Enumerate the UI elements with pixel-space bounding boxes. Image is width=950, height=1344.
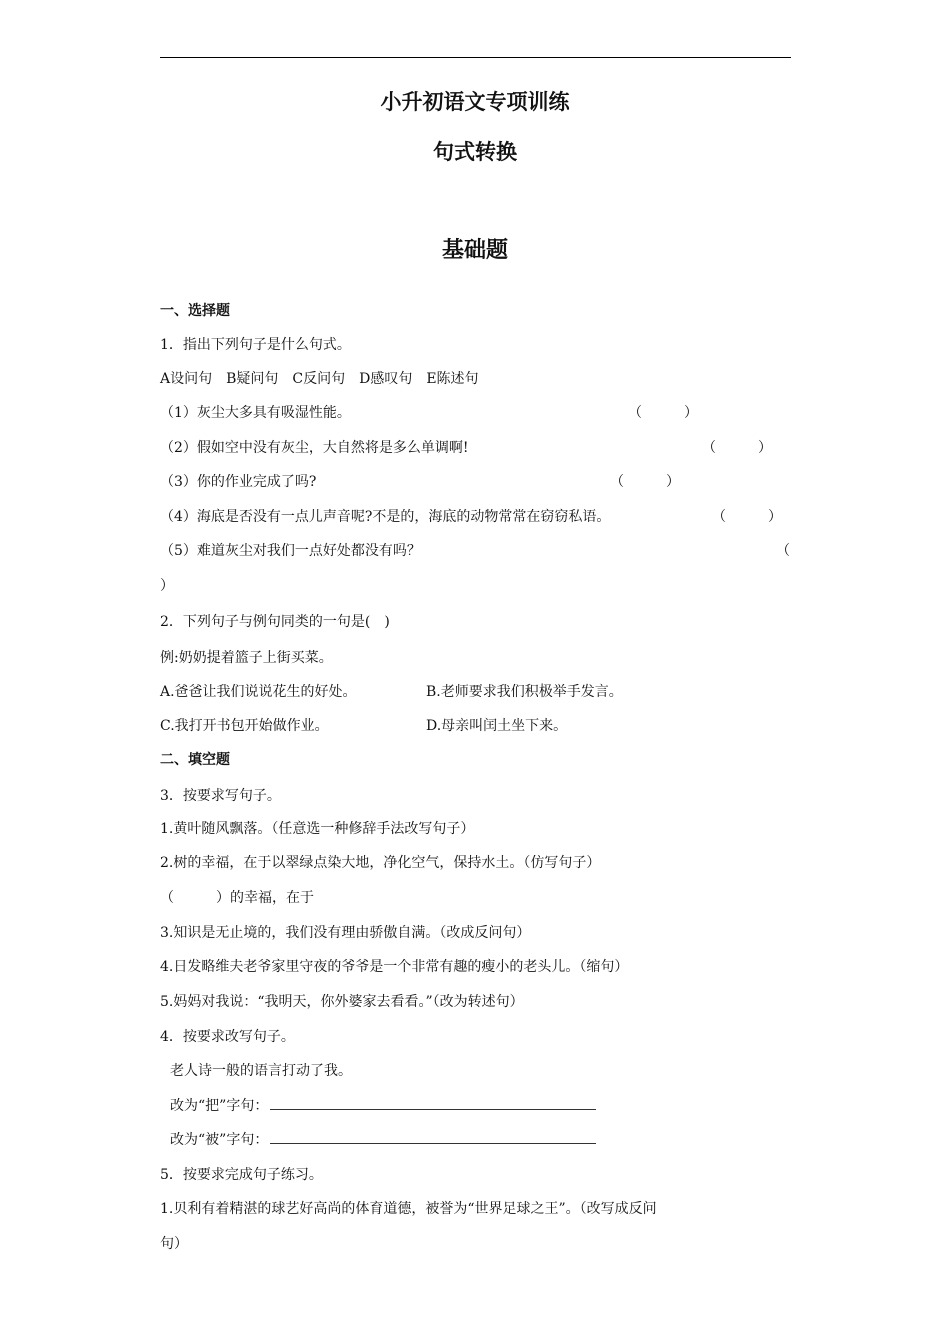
q4-ba-label: 改为“把”字句： xyxy=(170,1098,269,1114)
answer-paren-2: （ ） xyxy=(702,440,772,456)
q2-stem: 2．下列句子与例句同类的一句是( ) xyxy=(160,614,390,630)
q1-options: A设问句 B疑问句 C反问句 D感叹句 E陈述句 xyxy=(160,371,479,387)
page-subtitle: 句式转换 xyxy=(433,140,517,164)
q5-item-1-line-2: 句） xyxy=(160,1236,188,1252)
part2-heading: 二、填空题 xyxy=(160,752,230,768)
q3-item-3: 3.知识是无止境的，我们没有理由骄傲自满。（改成反问句） xyxy=(160,925,531,941)
q2-option-c: C.我打开书包开始做作业。 xyxy=(160,718,329,734)
answer-paren-1: （ ） xyxy=(628,405,698,421)
q2-example: 例:奶奶提着篮子上街买菜。 xyxy=(160,650,333,666)
q1-item-3: （3）你的作业完成了吗? xyxy=(160,474,317,490)
q3-item-5: 5.妈妈对我说：“我明天，你外婆家去看看。”（改为转述句） xyxy=(160,994,524,1010)
q4-ba-line xyxy=(170,1096,596,1116)
q3-item-2-imitation: （ ）的幸福，在于 xyxy=(160,890,314,906)
q2-option-a: A.爸爸让我们说说花生的好处。 xyxy=(160,684,357,700)
q1-item-1: （1）灰尘大多具有吸湿性能。 xyxy=(160,405,351,421)
answer-paren-5-close: ） xyxy=(160,578,174,594)
q3-item-1: 1.黄叶随风飘落。（任意选一种修辞手法改写句子） xyxy=(160,821,475,837)
q4-bei-line xyxy=(170,1130,596,1150)
q3-item-4: 4.日发略维夫老爷家里守夜的爷爷是一个非常有趣的瘦小的老头儿。（缩句） xyxy=(160,959,629,975)
q3-stem: 3．按要求写句子。 xyxy=(160,788,281,804)
q1-item-5: （5）难道灰尘对我们一点好处都没有吗？ xyxy=(160,543,421,559)
q2-option-d: D.母亲叫闰土坐下来。 xyxy=(426,718,568,734)
ba-answer-blank[interactable] xyxy=(270,1096,596,1110)
bei-answer-blank[interactable] xyxy=(270,1130,596,1144)
q2-option-b: B.老师要求我们积极举手发言。 xyxy=(426,684,623,700)
q5-stem: 5．按要求完成句子练习。 xyxy=(160,1167,323,1183)
answer-paren-3: （ ） xyxy=(610,474,680,490)
q4-bei-label: 改为“被”字句： xyxy=(170,1132,269,1148)
header-rule xyxy=(160,57,791,58)
answer-paren-5-open: （ xyxy=(776,543,790,559)
answer-paren-4: （ ） xyxy=(712,509,782,525)
q1-item-4: （4）海底是否没有一点儿声音呢?不是的，海底的动物常常在窃窃私语。 xyxy=(160,509,611,525)
q4-sentence: 老人诗一般的语言打动了我。 xyxy=(170,1063,352,1079)
q1-item-2: （2）假如空中没有灰尘，大自然将是多么单调啊! xyxy=(160,440,469,456)
page-title: 小升初语文专项训练 xyxy=(380,90,570,114)
part1-heading: 一、选择题 xyxy=(160,303,230,319)
section-title: 基础题 xyxy=(441,238,508,263)
q3-item-2: 2.树的幸福，在于以翠绿点染大地，净化空气，保持水土。（仿写句子） xyxy=(160,855,601,871)
q5-item-1-line-1: 1.贝利有着精湛的球艺好高尚的体育道德，被誉为“世界足球之王”。（改写成反问 xyxy=(160,1201,657,1217)
q1-stem: 1．指出下列句子是什么句式。 xyxy=(160,337,351,353)
q4-stem: 4．按要求改写句子。 xyxy=(160,1029,295,1045)
